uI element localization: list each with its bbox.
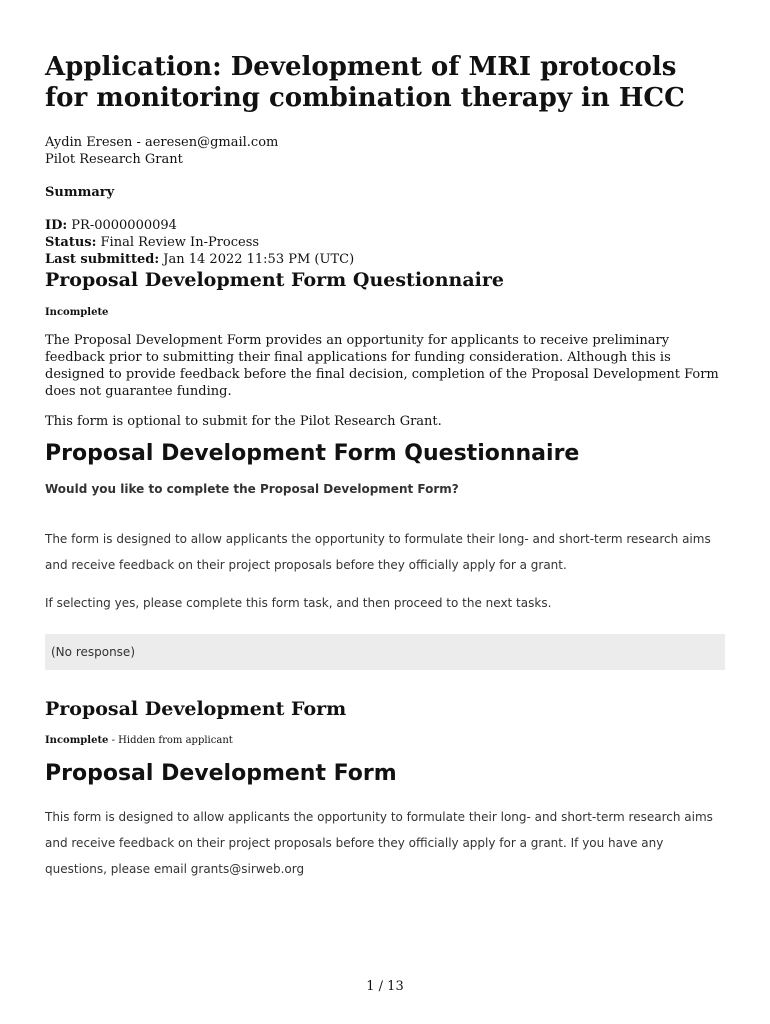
form-title: Proposal Development Form <box>45 761 397 786</box>
response-box: (No response) <box>45 634 725 670</box>
status-label: Status: <box>45 235 97 250</box>
page-number: 1 / 13 <box>366 979 404 994</box>
questionnaire-description: The form is designed to allow applicants the opportunity to formulate their long- and short-term research aims and receive feedback on their project proposals before they officially apply for a grant. <box>45 532 711 572</box>
questionnaire-status: Incomplete <box>45 307 109 318</box>
form-section-title: Proposal Development Form <box>45 698 347 720</box>
questionnaire-intro: The Proposal Development Form provides an opportunity for applicants to receive preliminary feedback prior to submitting their final applications for funding consideration. Although this is designed to provide feedback before the final decision, completion of the Proposal Development Form does not guarantee funding. <box>45 333 719 399</box>
status-value: Final Review In-Process <box>100 235 260 250</box>
questionnaire-section-title: Proposal Development Form Questionnaire <box>45 269 504 291</box>
status-row <box>45 234 725 251</box>
applicant-info: Aydin Eresen - aeresen@gmail.com <box>45 135 279 150</box>
submitted-label: Last submitted: <box>45 252 160 267</box>
summary-details <box>45 217 725 268</box>
form-status <box>45 735 725 746</box>
submitted-value: Jan 14 2022 11:53 PM (UTC) <box>163 252 355 267</box>
questionnaire-optional-note: This form is optional to submit for the Pilot Research Grant. <box>45 414 442 429</box>
document-page <box>45 52 725 882</box>
form-status-note: - Hidden from applicant <box>108 735 233 746</box>
id-label: ID: <box>45 218 68 233</box>
questionnaire-form-title: Proposal Development Form Questionnaire <box>45 441 580 466</box>
summary-heading: Summary <box>45 185 115 200</box>
id-row <box>45 217 725 234</box>
program-name: Pilot Research Grant <box>45 152 183 167</box>
application-title: Application: Development of MRI protocols for monitoring combination therapy in HCC <box>45 52 685 113</box>
questionnaire-instruction: If selecting yes, please complete this form task, and then proceed to the next tasks. <box>45 596 552 610</box>
form-status-label: Incomplete <box>45 735 109 746</box>
form-description: This form is designed to allow applicants the opportunity to formulate their long- and short-term research aims and receive feedback on their project proposals before they officially apply for a grant. If you have any questions, please email grants@sirweb.org <box>45 810 713 876</box>
questionnaire-question: Would you like to complete the Proposal Development Form? <box>45 482 459 496</box>
submitted-row <box>45 251 725 268</box>
id-value: PR-0000000094 <box>71 218 177 233</box>
